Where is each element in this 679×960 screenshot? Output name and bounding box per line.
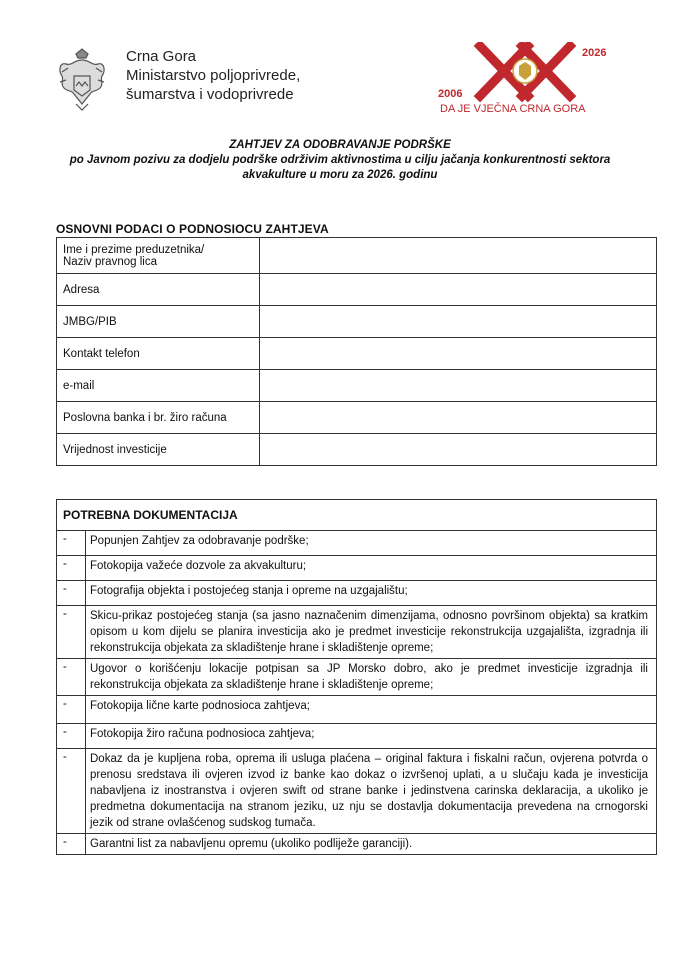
- list-item: [57, 556, 657, 581]
- address-field[interactable]: [260, 274, 657, 306]
- investment-value-field[interactable]: [260, 434, 657, 466]
- list-item: [57, 724, 657, 749]
- list-item: [57, 606, 657, 659]
- form-title-line-1: ZAHTJEV ZA ODOBRAVANJE PODRŠKE: [229, 139, 451, 151]
- document-item: Fotografija objekta i postojećeg stanja i opreme na uzgajalištu;: [86, 581, 657, 606]
- bank-account-field[interactable]: [260, 402, 657, 434]
- list-bullet: -: [57, 724, 86, 749]
- documentation-table: [56, 499, 657, 855]
- form-title: [40, 138, 640, 183]
- field-label-line: Ime i prezime preduzetnika/: [63, 243, 205, 256]
- list-item: [57, 659, 657, 696]
- table-row: [57, 500, 657, 531]
- ministry-line-1: Ministarstvo poljoprivrede,: [126, 67, 301, 84]
- list-item: [57, 696, 657, 724]
- document-item: Garantni list za nabavljenu opremu (ukoliko podliježe garanciji).: [86, 834, 657, 855]
- table-row: [57, 370, 657, 402]
- document-item: Fotokopija važeće dozvole za akvakulturu;: [86, 556, 657, 581]
- phone-field[interactable]: [260, 338, 657, 370]
- document-item: Popunjen Zahtjev za odobravanje podrške;: [86, 531, 657, 556]
- list-bullet: -: [57, 606, 86, 659]
- list-bullet: -: [57, 531, 86, 556]
- list-bullet: -: [57, 659, 86, 696]
- jubilee-slogan: DA JE VJEČNA CRNA GORA: [440, 103, 586, 115]
- field-label-address: Adresa: [57, 274, 260, 306]
- coat-of-arms-icon: [54, 46, 110, 114]
- jubilee-logo: [436, 42, 616, 116]
- list-bullet: -: [57, 696, 86, 724]
- ministry-line-2: šumarstva i vodoprivrede: [126, 86, 294, 103]
- list-item: [57, 834, 657, 855]
- field-label-bank: Poslovna banka i br. žiro računa: [57, 402, 260, 434]
- form-title-line-3: akvakulture u moru za 2026. godinu: [242, 169, 438, 181]
- email-field[interactable]: [260, 370, 657, 402]
- jubilee-year-end: 2026: [582, 47, 607, 59]
- basic-info-table: [56, 237, 657, 466]
- country-name: Crna Gora: [126, 48, 197, 65]
- table-row: [57, 402, 657, 434]
- list-bullet: -: [57, 581, 86, 606]
- field-label-email: e-mail: [57, 370, 260, 402]
- form-title-line-2: po Javnom pozivu za dodjelu podrške održivim aktivnostima u cilju jačanja konkurentnosti sektora: [69, 154, 611, 166]
- jmbg-pib-field[interactable]: [260, 306, 657, 338]
- list-item: [57, 749, 657, 834]
- list-bullet: -: [57, 834, 86, 855]
- jubilee-crest-icon: [513, 59, 537, 83]
- field-label-phone: Kontakt telefon: [57, 338, 260, 370]
- document-item: Dokaz da je kupljena roba, oprema ili usluga plaćena – original faktura i fiskalni račun, ovjerena potvrda o prenosu sredstava ili ovjeren izvod iz banke kao dokaz o izvršenoj uplati, a u slučaju kada je investicija nabavljena iz inostranstva i ovjeren swift od strane banke i jedinstvena carinska deklaracija, a ukoliko je predmetna dokumentacija na stranom jeziku, uz nju se dostavlja dokumentacija prevedena na crnogorski jezik od strane ovlašćenog sudskog tumača.: [86, 749, 657, 834]
- document-item: Fotokopija lične karte podnosioca zahtjeva;: [86, 696, 657, 724]
- document-item: Ugovor o korišćenju lokacije potpisan sa JP Morsko dobro, ako je predmet investicije izgradnja ili rekonstrukcija objekata za skladištenje hrane i skladištenje opreme;: [86, 659, 657, 696]
- table-row: [57, 274, 657, 306]
- document-item: Skicu-prikaz postojećeg stanja (sa jasno naznačenim dimenzijama, odnosno površinom objekta) sa kratkim opisom u kom dijelu se planira investicija ako je predmet investicije rekonstrukcija uzgajališta, izgradnja ili rekonstrukcija objekata za skladištenje hrane i skladištenje opreme;: [86, 606, 657, 659]
- table-row: [57, 238, 657, 274]
- list-item: [57, 581, 657, 606]
- field-label-line: Naziv pravnog lica: [63, 255, 157, 268]
- jubilee-year-start: 2006: [438, 88, 463, 100]
- documentation-heading: POTREBNA DOKUMENTACIJA: [57, 500, 657, 531]
- document-item: Fotokopija žiro računa podnosioca zahtjeva;: [86, 724, 657, 749]
- field-label-name: [57, 238, 260, 274]
- table-row: [57, 434, 657, 466]
- name-field[interactable]: [260, 238, 657, 274]
- list-bullet: -: [57, 556, 86, 581]
- list-bullet: -: [57, 749, 86, 834]
- basic-info-heading: OSNOVNI PODACI O PODNOSIOCU ZAHTJEVA: [56, 222, 329, 236]
- list-item: [57, 531, 657, 556]
- table-row: [57, 338, 657, 370]
- table-row: [57, 306, 657, 338]
- ministry-name: [126, 47, 300, 104]
- field-label-jmbg-pib: JMBG/PIB: [57, 306, 260, 338]
- field-label-investment: Vrijednost investicije: [57, 434, 260, 466]
